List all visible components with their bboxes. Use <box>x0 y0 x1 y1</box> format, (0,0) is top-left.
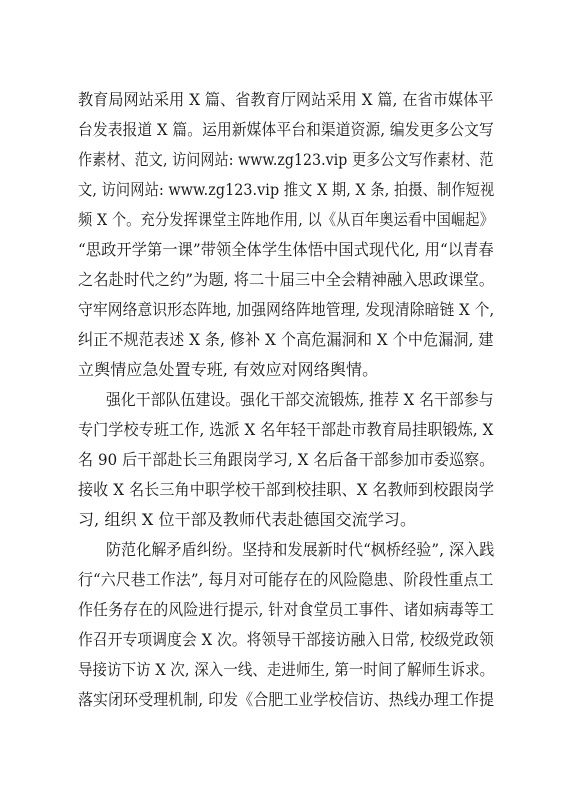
text-line-1: 教育局网站采用 X 篇、省教育厅网站采用 X 篇, 在省市媒体平 <box>78 90 494 109</box>
text-line-11: 强化干部队伍建设。强化干部交流锻炼, 推荐 X 名干部参与 <box>106 390 494 409</box>
text-line-14: 接收 X 名长三角中职学校干部到校挂职、X 名教师到校跟岗学 <box>78 480 495 499</box>
text-line-4: 文, 访问网站: www.zg123.vip 推文 X 期, X 条, 拍摄、制作短视 <box>78 180 495 199</box>
text-line-2: 台发表报道 X 篇。运用新媒体平台和渠道资源, 编发更多公文写 <box>78 120 494 139</box>
text-line-16: 防范化解矛盾纠纷。坚持和发展新时代“枫桥经验”, 深入践 <box>106 540 495 559</box>
text-line-3: 作素材、范文, 访问网站: www.zg123.vip 更多公文写作素材、范 <box>78 150 494 169</box>
text-line-12: 专门学校专班工作, 选派 X 名年轻干部赴市教育局挂职锻炼, X <box>78 420 494 439</box>
text-line-5: 频 X 个。充分发挥课堂主阵地作用, 以《从百年奥运看中国崛起》 <box>78 210 494 229</box>
text-line-7: 之名赴时代之约”为题, 将二十届三中全会精神融入思政课堂。 <box>78 270 495 289</box>
text-line-21: 落实闭环受理机制, 印发《合肥工业学校信访、热线办理工作提 <box>78 690 495 709</box>
text-line-8: 守牢网络意识形态阵地, 加强网络阵地管理, 发现清除暗链 X 个, <box>78 300 495 319</box>
text-line-9: 纠正不规范表述 X 条, 修补 X 个高危漏洞和 X 个中危漏洞, 建 <box>78 330 494 349</box>
text-line-18: 作任务存在的风险进行提示, 针对食堂员工事件、诸如病毒等工 <box>78 600 495 619</box>
text-line-20: 导接访下访 X 次, 深入一线、走进师生, 第一时间了解师生诉求。 <box>78 660 495 679</box>
text-line-13: 名 90 后干部赴长三角跟岗学习, X 名后备干部参加市委巡察。 <box>78 450 495 469</box>
text-line-10: 立舆情应急处置专班, 有效应对网络舆情。 <box>78 360 379 379</box>
text-line-15: 习, 组织 X 位干部及教师代表赴德国交流学习。 <box>78 510 417 529</box>
text-line-19: 作召开专项调度会 X 次。将领导干部接访融入日常, 校级党政领 <box>78 630 494 649</box>
text-line-6: “思政开学第一课”带领全体学生体悟中国式现代化, 用“以青春 <box>78 240 494 259</box>
text-line-17: 行“六尺巷工作法”, 每月对可能存在的风险隐患、阶段性重点工 <box>78 570 494 589</box>
